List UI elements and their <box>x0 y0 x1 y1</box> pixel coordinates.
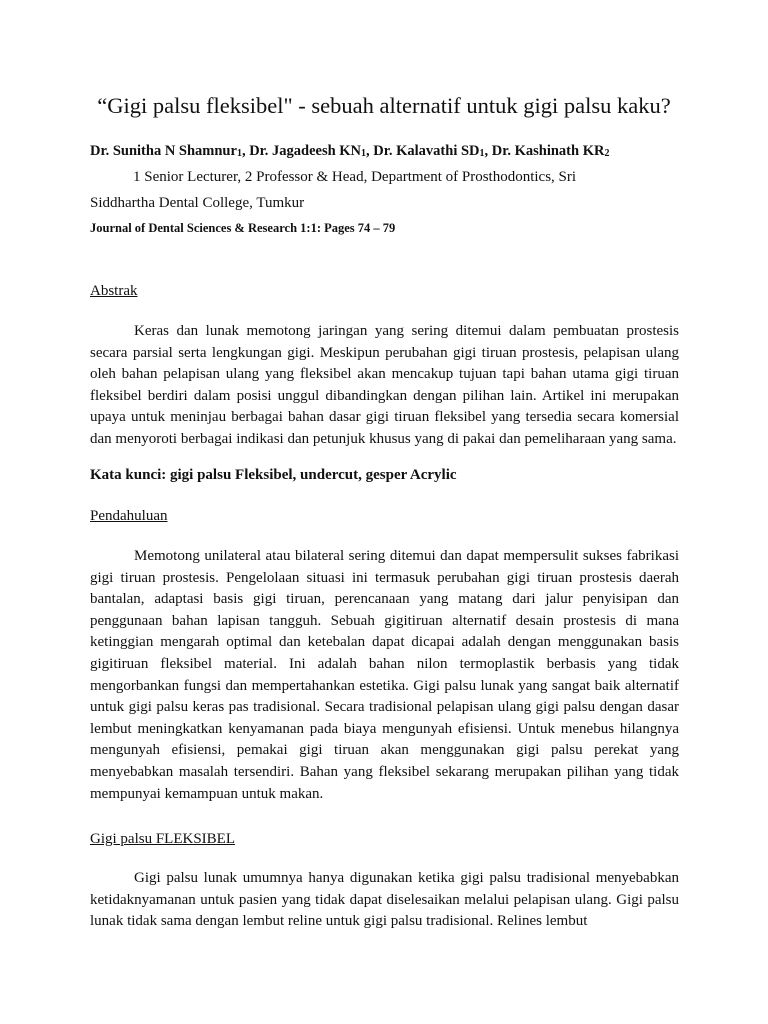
author-list <box>90 143 609 160</box>
abstract-heading: Abstrak <box>90 283 138 299</box>
author-1: Dr. Sunitha N Shamnur$_1$, <box>90 143 250 159</box>
affiliation-line-1: 1 Senior Lecturer, 2 Professor & Head, Department of Prosthodontics, Sri <box>133 169 577 185</box>
author-2: Dr. Jagadeesh $KN_1$, <box>249 143 374 159</box>
introduction-heading: Pendahuluan <box>90 508 168 524</box>
author-3: Dr. Kalavathi $SD_1$, <box>373 143 492 159</box>
flexible-dentures-paragraph: Gigi palsu lunak umumnya hanya digunakan ketika gigi palsu tradisional menyebabkan ketidaknyamanan untuk pasien yang tidak dapat diselesaikan melalui pelapisan ulang. Gigi palsu lunak tidak sama dengan lembut reline untuk gigi palsu tradisional. Relines lembut <box>90 870 679 930</box>
affiliation-line-2: Siddhartha Dental College, Tumkur <box>90 195 305 211</box>
author-4: Dr. Kashinath $KR_2$ <box>491 143 610 159</box>
flexible-dentures-heading: Gigi palsu FLEKSIBEL <box>90 831 235 847</box>
abstract-paragraph: Keras dan lunak memotong jaringan yang sering ditemui dalam pembuatan prostesis secara parsial serta lengkungan gigi. Meskipun perubahan gigi tiruan prostesis, pelapisan ulang oleh bahan pelapisan ulang yang fleksibel akan mencakup tujuan tapi bahan utama gigi tiruan fleksibel berdiri dalam posisi unggul dibandingkan dengan pilihan lain. Artikel ini merupakan upaya untuk meninjau berbagai bahan dasar gigi tiruan fleksibel yang tersedia secara komersial dan menyoroti berbagai indikasi dan petunjuk khusus yang di pakai dan pemeliharaan yang sama. <box>90 323 679 447</box>
introduction-paragraph: Memotong unilateral atau bilateral sering ditemui dan dapat mempersulit sukses fabrikasi gigi tiruan prostesis. Pengelolaan situasi ini termasuk perubahan gigi tiruan prostesis daerah bantalan, adaptasi basis gigi tiruan, perencanaan yang matang dari jalur penyisipan dan penggunaan bahan lapisan tangguh. Sebuah gigitiruan alternatif desain prostesis di mana ketinggian mengarah optimal dan ketebalan dapat dicapai adalah dengan menggunakan basis gigitiruan fleksibel material. Ini adalah bahan nilon termoplastik berbasis yang tidak mengorbankan fungsi dan mempertahankan estetika. Gigi palsu lunak yang sangat baik alternatif untuk gigi palsu keras pas tradisional. Secara tradisional pelapisan ulang gigi palsu dengan dasar lembut meningkatkan kenyamanan pada biaya mengunyah efisiensi. Untuk menebus hilangnya mengunyah efisiensi, pemakai gigi tiruan akan menggunakan gigi palsu perekat yang menyebabkan masalah tersendiri. Bahan yang fleksibel sekarang merupakan pilihan yang tidak mempunyai kemampuan untuk makan. <box>90 548 679 802</box>
keywords-line: Kata kunci: gigi palsu Fleksibel, undercut, gesper Acrylic <box>90 467 457 483</box>
journal-citation: Journal of Dental Sciences & Research 1:1: Pages 74 – 79 <box>90 221 396 235</box>
document-title: “Gigi palsu fleksibel" - sebuah alternatif untuk gigi palsu kaku? <box>97 93 671 118</box>
